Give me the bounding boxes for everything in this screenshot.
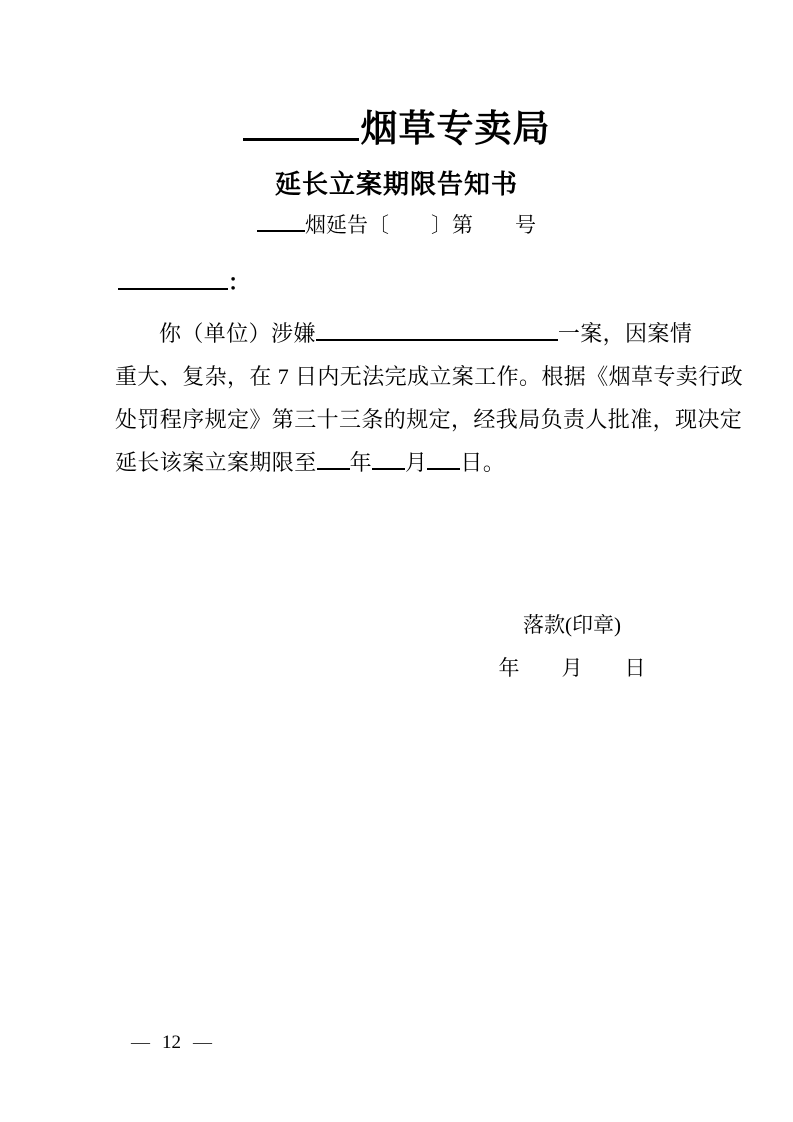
- month-blank: [372, 447, 405, 470]
- body-line1-pre: 你（单位）涉嫌: [159, 321, 316, 346]
- body-line-4: [115, 441, 695, 484]
- day-label: 日。: [460, 450, 506, 475]
- signature-seal-line: 落款(印章): [523, 613, 621, 637]
- org-name-blank: [243, 103, 359, 141]
- org-header-line: [0, 98, 793, 152]
- document-number-line: [0, 209, 793, 239]
- doc-number-text: 烟延告〔 〕第 号: [305, 213, 536, 237]
- month-label: 月: [405, 450, 428, 475]
- body-line-1: [115, 312, 695, 355]
- footer-right-dash: —: [193, 1032, 212, 1053]
- page-number-footer: [131, 1032, 212, 1054]
- year-blank: [317, 447, 350, 470]
- footer-left-dash: —: [131, 1032, 150, 1053]
- year-label: 年: [349, 450, 373, 475]
- case-name-blank: [316, 318, 558, 341]
- signature-block: [447, 612, 697, 681]
- signature-date-line: 年 月 日: [498, 656, 646, 680]
- document-title: 延长立案期限告知书: [274, 169, 518, 199]
- addressee-line: [118, 266, 250, 297]
- footer-page-number: 12: [162, 1032, 181, 1053]
- doc-number-prefix-blank: [257, 210, 305, 232]
- org-suffix-label: 烟草专卖局: [360, 109, 551, 150]
- body-line-2: 重大、复杂，在 7 日内无法完成立案工作。根据《烟草专卖行政: [115, 364, 744, 389]
- day-blank: [427, 447, 460, 470]
- addressee-colon: ：: [228, 270, 251, 295]
- addressee-blank: [118, 267, 228, 290]
- body-line-3: 处罚程序规定》第三十三条的规定，经我局负责人批准，现决定: [115, 407, 743, 432]
- body-paragraph: [115, 312, 744, 484]
- body-line4-pre: 延长该案立案期限至: [115, 450, 317, 475]
- body-line1-post: 一案，因案情: [557, 321, 693, 346]
